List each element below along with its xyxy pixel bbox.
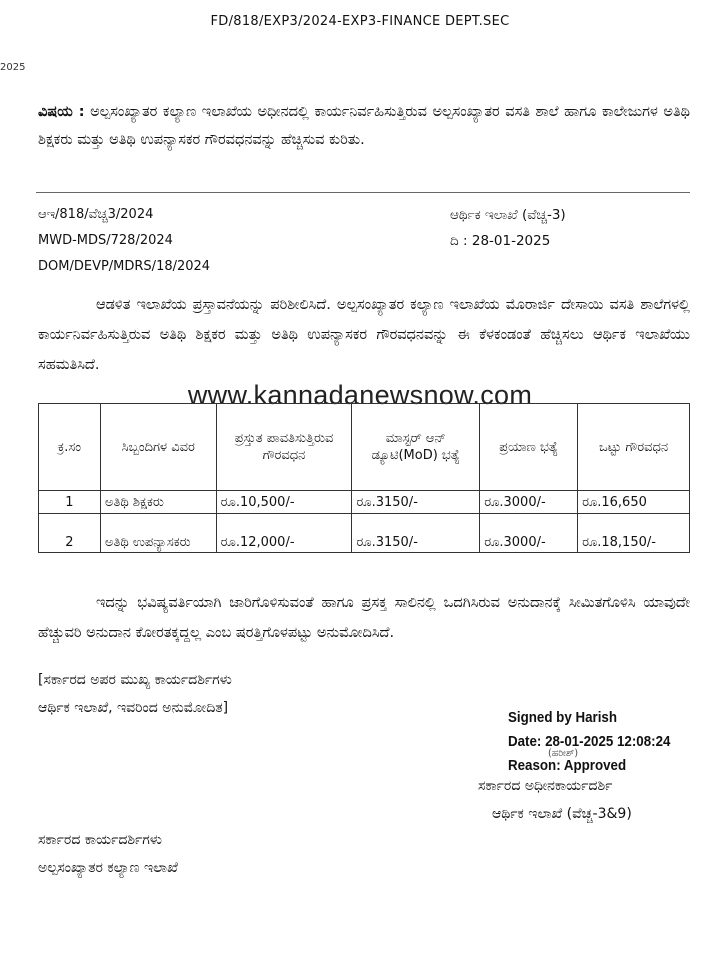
signature-signer: Signed by Harish (508, 710, 617, 726)
table-cell: ರೂ.12,000/- (216, 514, 352, 553)
signature-date: Date: 28-01-2025 12:08:24 (508, 734, 671, 750)
body-paragraph-2: ಇದನ್ನು ಭವಿಷ್ಯವರ್ತಿಯಾಗಿ ಜಾರಿಗೊಳಿಸುವಂತೆ ಹಾಗೂ ಪ್ರಸಕ್ತ ಸಾಲಿನಲ್ಲಿ ಒದಗಿಸಿರುವ ಅನುದಾನಕ್ಕೆ ಸೀಮಿತಗೊಳಿಸಿ ಯಾವುದೇ ಹೆಚ್ಚುವರಿ ಅನುದಾನ ಕೋರತಕ್ಕದ್ದಲ್ಲ ಎಂಬ ಷರತ್ತಿಗೊಳಪಟ್ಟು ಅನುಮೋದಿಸಿದೆ. (38, 595, 690, 641)
reference-numbers (38, 202, 210, 280)
column-header: ಸಿಬ್ಬಂದಿಗಳ ವಿವರ (100, 404, 216, 491)
reference-number: DOM/DEVP/MDRS/18/2024 (38, 259, 211, 274)
signatory-department: ಆರ್ಥಿಕ ಇಲಾಖೆ (ವೆಚ್ಚ-3&9) (492, 806, 632, 822)
column-header: ಪ್ರಸ್ತುತ ಪಾವತಿಸುತ್ತಿರುವ ಗೌರವಧನ (216, 404, 352, 491)
column-header: ಮಾಸ್ಟರ್ ಆನ್ ಡ್ಯೂಟಿ(MoD) ಭತ್ಯೆ (352, 404, 480, 491)
column-header: ಕ್ರ.ಸಂ (39, 404, 101, 491)
table-row (39, 514, 690, 553)
table-row (39, 491, 690, 514)
body-paragraph-1: ಆಡಳಿತ ಇಲಾಖೆಯ ಪ್ರಸ್ತಾವನೆಯನ್ನು ಪರಿಶೀಲಿಸಿದೆ. ಅಲ್ಪಸಂಖ್ಯಾತರ ಕಲ್ಯಾಣ ಇಲಾಖೆಯ ಮೊರಾರ್ಜಿ ದೇಸಾಯಿ ವಸತಿ ಶಾಲೆಗಳಲ್ಲಿ ಕಾರ್ಯನಿರ್ವಹಿಸುತ್ತಿರುವ ಅತಿಥಿ ಶಿಕ್ಷಕರ ಮತ್ತು ಅತಿಥಿ ಉಪನ್ಯಾಸಕರ ಗೌರವಧನವನ್ನು ಈ ಕೆಳಕಂಡಂತೆ ಹೆಚ್ಚಿಸಲು ಆರ್ಥಿಕ ಇಲಾಖೆಯು ಸಹಮತಿಸಿದೆ. (38, 297, 690, 373)
issuing-department-block (450, 202, 566, 254)
cropped-margin-text: 2025 (0, 62, 26, 73)
signatory-designation-block (478, 772, 632, 828)
issue-date: ದಿ : 28-01-2025 (450, 233, 551, 249)
column-header: ಒಟ್ಟು ಗೌರವಧನ (578, 404, 690, 491)
approval-line: [ಸರ್ಕಾರದ ಅಪರ ಮುಖ್ಯ ಕಾರ್ಯದರ್ಶಿಗಳು (38, 672, 232, 688)
reference-number: ಆಇ/818/ವೆಚ್ಚ3/2024 (38, 207, 154, 222)
recipient-title: ಸರ್ಕಾರದ ಕಾರ್ಯದರ್ಶಿಗಳು (38, 832, 162, 848)
column-header: ಪ್ರಯಾಣ ಭತ್ಯೆ (480, 404, 578, 491)
table-cell: ರೂ.3000/- (480, 514, 578, 553)
table-cell: ಅತಿಥಿ ಶಿಕ್ಷಕರು (100, 491, 216, 514)
table-cell: ರೂ.3000/- (480, 491, 578, 514)
digital-signature-block (508, 706, 670, 778)
signature-stamp-name: (ಹರೀಶ್) (548, 748, 579, 759)
table-cell: ರೂ.3150/- (352, 514, 480, 553)
table-cell: ಅತಿಥಿ ಉಪನ್ಯಾಸಕರು (100, 514, 216, 553)
divider-line (36, 192, 690, 193)
table-cell: ರೂ.18,150/- (578, 514, 690, 553)
issuing-department: ಆರ್ಥಿಕ ಇಲಾಖೆ (ವೆಚ್ಚ-3) (450, 207, 566, 223)
document-reference-header: FD/818/EXP3/2024-EXP3-FINANCE DEPT.SEC (210, 14, 510, 29)
recipient-department: ಅಲ್ಪಸಂಖ್ಯಾತರ ಕಲ್ಯಾಣ ಇಲಾಖೆ (38, 860, 178, 876)
recipient-block (38, 826, 178, 882)
table-header-row (39, 404, 690, 491)
subject-label: ವಿಷಯ : (38, 104, 85, 120)
subject-block (38, 98, 690, 154)
subject-text: ಅಲ್ಪಸಂಖ್ಯಾತರ ಕಲ್ಯಾಣ ಇಲಾಖೆಯ ಅಧೀನದಲ್ಲಿ ಕಾರ್ಯನಿರ್ವಹಿಸುತ್ತಿರುವ ಅಲ್ಪಸಂಖ್ಯಾತರ ವಸತಿ ಶಾಲೆ ಹಾಗೂ ಕಾಲೇಜುಗಳ ಅತಿಥಿ ಶಿಕ್ಷಕರು ಮತ್ತು ಅತಿಥಿ ಉಪನ್ಯಾಸಕರ ಗೌರವಧನವನ್ನು ಹೆಚ್ಚಿಸುವ ಕುರಿತು. (38, 104, 690, 148)
honorarium-table (38, 403, 690, 553)
signatory-designation: ಸರ್ಕಾರದ ಅಧೀನಕಾರ್ಯದರ್ಶಿ (478, 778, 613, 794)
website-watermark: www.kannadanewsnow.com (187, 380, 533, 410)
reference-number: MWD-MDS/728/2024 (38, 233, 173, 248)
approval-line: ಆರ್ಥಿಕ ಇಲಾಖೆ, ಇವರಿಂದ ಅನುಮೋದಿತ] (38, 700, 229, 716)
table-cell: ರೂ.3150/- (352, 491, 480, 514)
approval-note (38, 666, 232, 722)
table-cell: 1 (39, 491, 101, 514)
table-cell: 2 (39, 514, 101, 553)
table-cell: ರೂ.16,650 (578, 491, 690, 514)
signature-reason: Reason: Approved (508, 758, 627, 774)
table-cell: ರೂ.10,500/- (216, 491, 352, 514)
